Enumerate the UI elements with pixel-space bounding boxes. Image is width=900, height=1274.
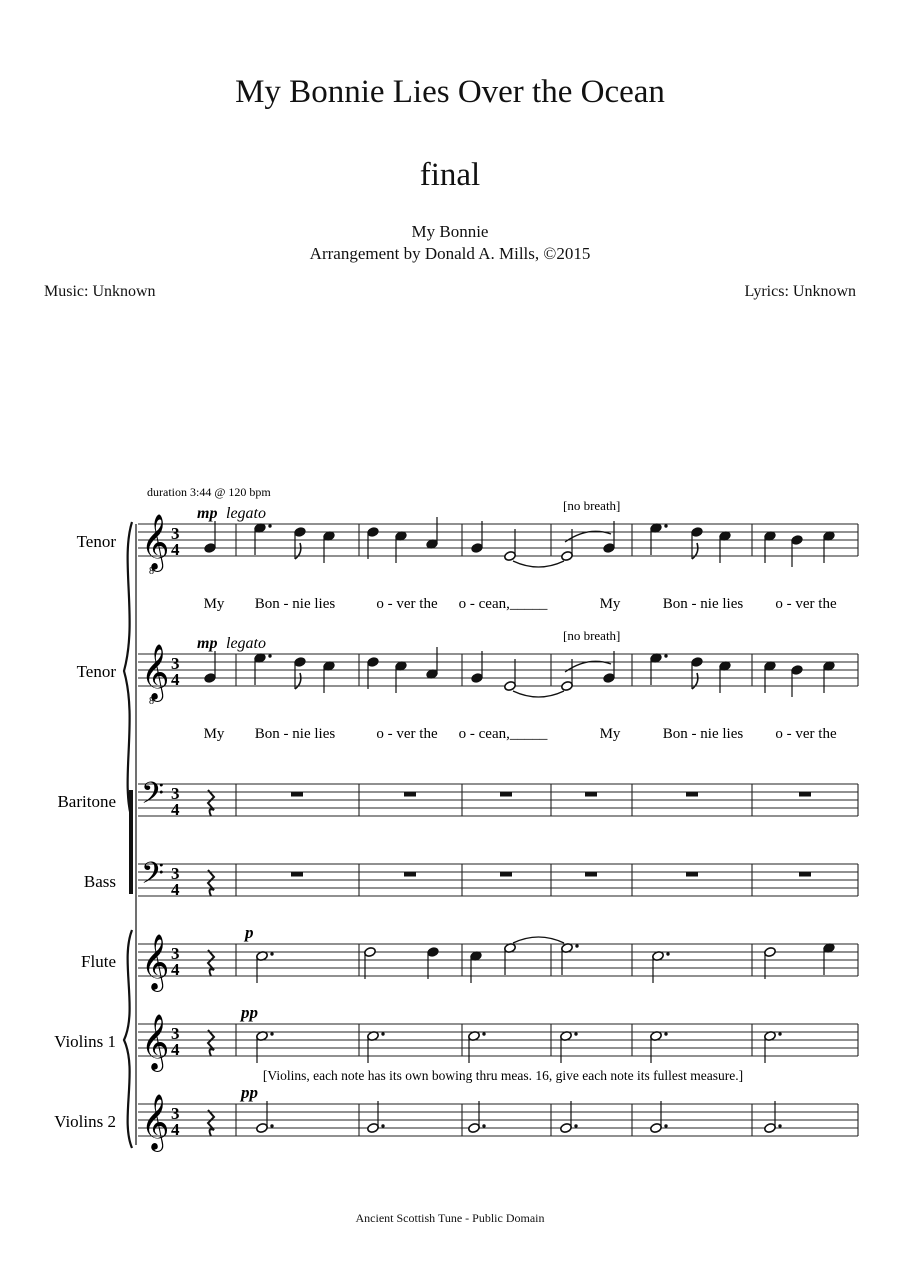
- quarter-rest: [208, 950, 214, 976]
- whole-rest: [500, 792, 512, 797]
- lyric-syllable: Bon - nie lies: [662, 596, 744, 612]
- dynamic-mp: mp: [197, 505, 218, 522]
- lyric-syllable: o - ver the: [376, 596, 438, 612]
- arrangement-credit: Arrangement by Donald A. Mills,: [309, 244, 540, 263]
- treble-clef-icon: 𝄞: [141, 1016, 170, 1069]
- note-dot: [270, 952, 273, 955]
- whole-rest: [585, 792, 597, 797]
- time-signature-bottom: 4: [171, 1040, 180, 1059]
- lyric-syllable: o - ver the: [376, 726, 438, 742]
- whole-rest: [404, 872, 416, 877]
- note-dot: [482, 1124, 485, 1127]
- short-title: My Bonnie: [411, 222, 489, 241]
- legato-marking: legato: [226, 635, 266, 652]
- quarter-rest: [208, 1110, 214, 1136]
- time-signature-top: 3: [171, 944, 180, 963]
- lyrics-credit: Lyrics: Unknown: [744, 283, 856, 300]
- tie: [513, 937, 564, 943]
- whole-rest: [799, 792, 811, 797]
- note-dot: [664, 654, 667, 657]
- time-signature-bottom: 4: [171, 880, 180, 899]
- note-flag: [692, 543, 698, 559]
- time-signature-bottom: 4: [171, 960, 180, 979]
- whole-rest: [585, 872, 597, 877]
- treble-clef-icon: 𝄞: [141, 1096, 170, 1149]
- time-signature-top: 3: [171, 524, 180, 543]
- staff-name: Flute: [81, 952, 116, 971]
- lyric-syllable: o - cean,_____: [458, 596, 548, 612]
- note-dot: [381, 1032, 384, 1035]
- violin-bowing-note: [Violins, each note has its own bowing thru meas. 16, give each note its fullest measure.]: [262, 1068, 744, 1083]
- staff-name: Bass: [83, 872, 116, 891]
- dynamic-mp: mp: [197, 635, 218, 652]
- lyric-syllable: o - cean,_____: [458, 726, 548, 742]
- note-flag: [295, 543, 301, 559]
- note-dot: [664, 1124, 667, 1127]
- whole-rest: [500, 872, 512, 877]
- dynamic-p: p: [245, 923, 254, 942]
- whole-rest: [404, 792, 416, 797]
- time-signature-bottom: 4: [171, 800, 180, 819]
- bass-clef-icon: 𝄢: [141, 857, 165, 897]
- note-dot: [575, 944, 578, 947]
- staff-name: Tenor: [76, 532, 116, 551]
- time-signature-top: 3: [171, 864, 180, 883]
- octave-marker: 8: [149, 566, 154, 577]
- time-signature-top: 3: [171, 1104, 180, 1123]
- note-dot: [268, 654, 271, 657]
- note-dot: [381, 1124, 384, 1127]
- staff-name: Tenor: [76, 662, 116, 681]
- lyric-syllable: My: [203, 596, 225, 612]
- whole-rest: [686, 872, 698, 877]
- note-dot: [778, 1032, 781, 1035]
- tenor-brace: [124, 522, 132, 820]
- time-signature-bottom: 4: [171, 540, 180, 559]
- quarter-rest: [208, 1030, 214, 1056]
- note-dot: [778, 1124, 781, 1127]
- dynamic-pp: pp: [241, 1083, 258, 1102]
- whole-rest: [799, 872, 811, 877]
- note-dot: [270, 1032, 273, 1035]
- lyric-syllable: Bon - nie lies: [662, 726, 744, 742]
- note-dot: [666, 952, 669, 955]
- time-signature-top: 3: [171, 654, 180, 673]
- note-dot: [268, 524, 271, 527]
- quarter-rest: [208, 790, 214, 816]
- time-signature-bottom: 4: [171, 1120, 180, 1139]
- copyright-year: 2015: [556, 244, 591, 263]
- no-breath-marking: [no breath]: [563, 628, 621, 643]
- staff-name: Baritone: [57, 792, 116, 811]
- time-signature-bottom: 4: [171, 670, 180, 689]
- dynamic-pp: pp: [241, 1003, 258, 1022]
- copyright-symbol: ©: [543, 244, 557, 263]
- staff-name: Violins 1: [54, 1032, 116, 1051]
- bass-clef-icon: 𝄢: [141, 777, 165, 817]
- quarter-rest: [208, 870, 214, 896]
- treble-clef-icon: 𝄞: [141, 516, 170, 569]
- time-signature-top: 3: [171, 784, 180, 803]
- tie: [513, 691, 564, 697]
- score-subtitle: final: [419, 157, 481, 193]
- lyric-syllable: o - ver the: [775, 726, 837, 742]
- lyric-syllable: o - ver the: [775, 596, 837, 612]
- note-dot: [574, 1032, 577, 1035]
- lyric-syllable: My: [599, 726, 621, 742]
- score-title: My Bonnie Lies Over the Ocean: [235, 74, 665, 110]
- note-dot: [270, 1124, 273, 1127]
- note-dot: [664, 524, 667, 527]
- note-flag: [295, 673, 301, 689]
- staff-name: Violins 2: [54, 1112, 116, 1131]
- tie: [513, 561, 564, 567]
- note-dot: [574, 1124, 577, 1127]
- time-signature-top: 3: [171, 1024, 180, 1043]
- treble-clef-icon: 𝄞: [141, 646, 170, 699]
- legato-marking: legato: [226, 505, 266, 522]
- treble-clef-icon: 𝄞: [141, 936, 170, 989]
- note-dot: [482, 1032, 485, 1035]
- footer-text: Ancient Scottish Tune - Public Domain: [355, 1211, 545, 1225]
- octave-marker: 8: [149, 696, 154, 707]
- whole-rest: [291, 792, 303, 797]
- lyric-syllable: My: [599, 596, 621, 612]
- whole-rest: [686, 792, 698, 797]
- lyric-syllable: Bon - nie lies: [254, 596, 336, 612]
- lyric-syllable: Bon - nie lies: [254, 726, 336, 742]
- note-dot: [664, 1032, 667, 1035]
- instrument-brace: [124, 930, 132, 1148]
- no-breath-marking: [no breath]: [563, 498, 621, 513]
- lyric-syllable: My: [203, 726, 225, 742]
- whole-rest: [291, 872, 303, 877]
- music-credit: Music: Unknown: [44, 283, 156, 300]
- duration-marking: duration 3:44 @ 120 bpm: [147, 485, 271, 499]
- system-brackets: [124, 522, 136, 1148]
- note-flag: [692, 673, 698, 689]
